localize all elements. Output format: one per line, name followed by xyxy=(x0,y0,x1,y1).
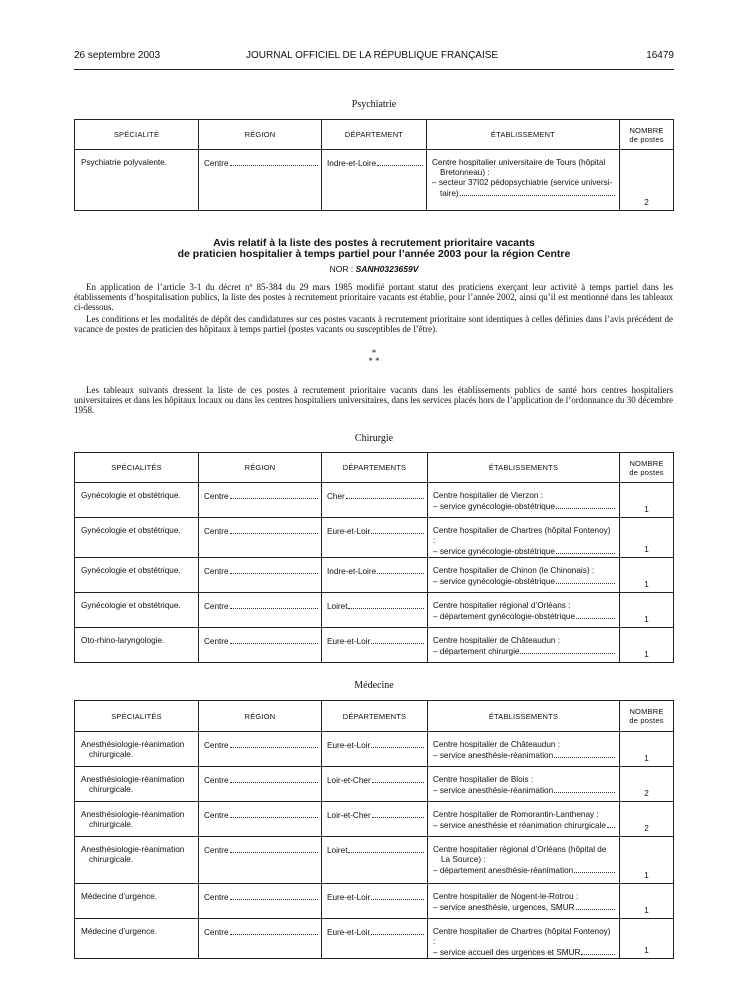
col-header-etablissement: ÉTABLISSEMENT xyxy=(427,120,620,150)
cell-etablissement: Centre hospitalier de Vierzon : – service gynécologie-obstétrique xyxy=(428,483,620,518)
col-header-specialites: SPÉCIALITÉS xyxy=(75,701,199,732)
col-header-region: RÉGION xyxy=(199,120,322,150)
cell-etablissement: Centre hospitalier régional d’Orléans : – département gynécologie-obstétrique xyxy=(428,593,620,628)
cell-region: Centre xyxy=(199,767,322,802)
table-row xyxy=(75,837,674,884)
cell-specialite: Anesthésiologie-réanimation chirurgicale. xyxy=(75,732,199,767)
cell-nombre: 1 xyxy=(620,593,674,628)
table-chirurgie xyxy=(74,452,674,663)
cell-departement: Loir-et-Cher xyxy=(322,767,428,802)
cell-specialite: Oto-rhino-laryngologie. xyxy=(75,628,199,663)
col-header-etablissements: ÉTABLISSEMENTS xyxy=(428,701,620,732)
col-header-specialite: SPÉCIALITÉ xyxy=(75,120,199,150)
table-row xyxy=(75,628,674,663)
cell-nombre: 1 xyxy=(620,483,674,518)
table-row xyxy=(75,732,674,767)
cell-nombre: 1 xyxy=(620,884,674,919)
col-header-departement: DÉPARTEMENT xyxy=(322,120,427,150)
cell-nombre: 2 xyxy=(620,802,674,837)
cell-region: Centre xyxy=(199,483,322,518)
cell-departement: Cher xyxy=(322,483,428,518)
col-header-region: RÉGION xyxy=(199,453,322,483)
header-page-number: 16479 xyxy=(646,50,674,61)
col-header-nombre: NOMBRE de postes xyxy=(620,453,674,483)
cell-nombre: 2 xyxy=(620,767,674,802)
cell-specialite: Anesthésiologie-réanimation chirurgicale. xyxy=(75,767,199,802)
cell-specialite: Psychiatrie polyvalente. xyxy=(75,150,199,211)
paragraph-application: En application de l’article 3-1 du décret nº 85-384 du 29 mars 1985 modifié portant statut des praticiens exerçant leur activité à temps partiel dans les établissements d’hospitalisation publics, la liste des postes à recrutement prioritaire vacants est établie, pour l’année 2002, ainsi qu’il est mentionné dans les tableaux ci-dessous. xyxy=(74,282,673,312)
col-header-nombre: NOMBRE de postes xyxy=(620,701,674,732)
section-title-chirurgie: Chirurgie xyxy=(354,433,394,444)
cell-nombre: 1 xyxy=(620,732,674,767)
cell-nombre: 2 xyxy=(620,150,674,211)
table-row xyxy=(75,802,674,837)
header-journal-title: JOURNAL OFFICIEL DE LA RÉPUBLIQUE FRANÇAISE xyxy=(246,50,499,61)
table-row xyxy=(75,919,674,959)
cell-etablissement: Centre hospitalier de Nogent-le-Rotrou : – service anesthésie, urgences, SMUR xyxy=(428,884,620,919)
cell-departement: Indre-et-Loire xyxy=(322,558,428,593)
table-row xyxy=(75,150,674,211)
cell-specialite: Gynécologie et obstétrique. xyxy=(75,483,199,518)
table-row xyxy=(75,558,674,593)
cell-specialite: Médecine d’urgence. xyxy=(75,884,199,919)
cell-specialite: Gynécologie et obstétrique. xyxy=(75,518,199,558)
cell-region: Centre xyxy=(199,558,322,593)
cell-etablissement: Centre hospitalier de Chinon (le Chinonais) : – service gynécologie-obstétrique xyxy=(428,558,620,593)
cell-etablissement: Centre hospitalier régional d’Orléans (hôpital de La Source) : – département anesthésie-réanimation xyxy=(428,837,620,884)
cell-etablissement: Centre hospitalier universitaire de Tours (hôpital Bretonneau) : – secteur 37I02 pédopsychiatrie (service universi- taire) xyxy=(427,150,620,211)
col-header-departements: DÉPARTEMENTS xyxy=(322,701,428,732)
section-title-medecine: Médecine xyxy=(354,680,394,691)
cell-departement: Eure-et-Loir xyxy=(322,628,428,663)
cell-region: Centre xyxy=(199,884,322,919)
cell-departement: Eure-et-Loir xyxy=(322,919,428,959)
cell-nombre: 1 xyxy=(620,558,674,593)
col-header-specialites: SPÉCIALITÉS xyxy=(75,453,199,483)
cell-etablissement: Centre hospitalier de Châteaudun : – service anesthésie-réanimation xyxy=(428,732,620,767)
cell-nombre: 1 xyxy=(620,919,674,959)
cell-departement: Indre-et-Loire xyxy=(322,150,427,211)
col-header-nombre: NOMBRE de postes xyxy=(620,120,674,150)
cell-region: Centre xyxy=(199,732,322,767)
cell-departement: Loir-et-Cher xyxy=(322,802,428,837)
nor-reference: NOR : SANH0323659V xyxy=(329,264,419,274)
cell-departement: Eure-et-Loir xyxy=(322,732,428,767)
paragraph-tableaux: Les tableaux suivants dressent la liste de ces postes à recrutement prioritaire vacants dans les établissements publics de santé hors centres hospitaliers universitaires et dans les hôpitaux locaux ou dans les centres hospitaliers universitaires, dans les services placés hors de l’application de l’ordonnance du 30 décembre 1958. xyxy=(74,385,673,415)
col-header-departements: DÉPARTEMENTS xyxy=(322,453,428,483)
cell-specialite: Médecine d’urgence. xyxy=(75,919,199,959)
avis-title: Avis relatif à la liste des postes à recrutement prioritaire vacants de praticien hospitalier à temps partiel pour l’année 2003 pour la région Centre xyxy=(177,237,571,260)
table-psychiatrie xyxy=(74,119,674,211)
cell-etablissement: Centre hospitalier de Blois : – service anesthésie-réanimation xyxy=(428,767,620,802)
cell-specialite: Gynécologie et obstétrique. xyxy=(75,593,199,628)
table-row xyxy=(75,593,674,628)
section-title-psychiatrie: Psychiatrie xyxy=(351,99,397,110)
cell-specialite: Gynécologie et obstétrique. xyxy=(75,558,199,593)
cell-region: Centre xyxy=(199,150,322,211)
cell-etablissement: Centre hospitalier de Châteaudun : – département chirurgie xyxy=(428,628,620,663)
cell-departement: Eure-et-Loir xyxy=(322,518,428,558)
separator-stars: * * * xyxy=(368,348,380,366)
cell-etablissement: Centre hospitalier de Romorantin-Lanthenay : – service anesthésie et réanimation chirurgicale xyxy=(428,802,620,837)
cell-departement: Loiret xyxy=(322,593,428,628)
paragraph-conditions: Les conditions et les modalités de dépôt des candidatures sur ces postes vacants à recrutement prioritaire sont identiques à celles définies dans l’avis précédent de vacance de postes de praticien des hôpitaux à temps partiel (postes vacants ou susceptibles de l’être). xyxy=(74,314,673,334)
cell-region: Centre xyxy=(199,919,322,959)
cell-specialite: Anesthésiologie-réanimation chirurgicale. xyxy=(75,837,199,884)
cell-region: Centre xyxy=(199,802,322,837)
header-date: 26 septembre 2003 xyxy=(74,50,161,61)
table-medecine xyxy=(74,700,674,959)
cell-etablissement: Centre hospitalier de Chartres (hôpital Fontenoy) : – service gynécologie-obstétrique xyxy=(428,518,620,558)
cell-region: Centre xyxy=(199,593,322,628)
cell-etablissement: Centre hospitalier de Chartres (hôpital Fontenoy) : – service accueil des urgences et SMUR xyxy=(428,919,620,959)
table-row xyxy=(75,767,674,802)
table-row xyxy=(75,884,674,919)
table-row xyxy=(75,518,674,558)
header-rule xyxy=(74,69,674,70)
cell-specialite: Anesthésiologie-réanimation chirurgicale. xyxy=(75,802,199,837)
cell-nombre: 1 xyxy=(620,628,674,663)
page-header xyxy=(74,50,674,64)
cell-departement: Loiret xyxy=(322,837,428,884)
cell-nombre: 1 xyxy=(620,837,674,884)
cell-departement: Eure-et-Loir xyxy=(322,884,428,919)
cell-region: Centre xyxy=(199,518,322,558)
cell-region: Centre xyxy=(199,837,322,884)
cell-region: Centre xyxy=(199,628,322,663)
cell-nombre: 1 xyxy=(620,518,674,558)
col-header-etablissements: ÉTABLISSEMENTS xyxy=(428,453,620,483)
table-row xyxy=(75,483,674,518)
col-header-region: RÉGION xyxy=(199,701,322,732)
